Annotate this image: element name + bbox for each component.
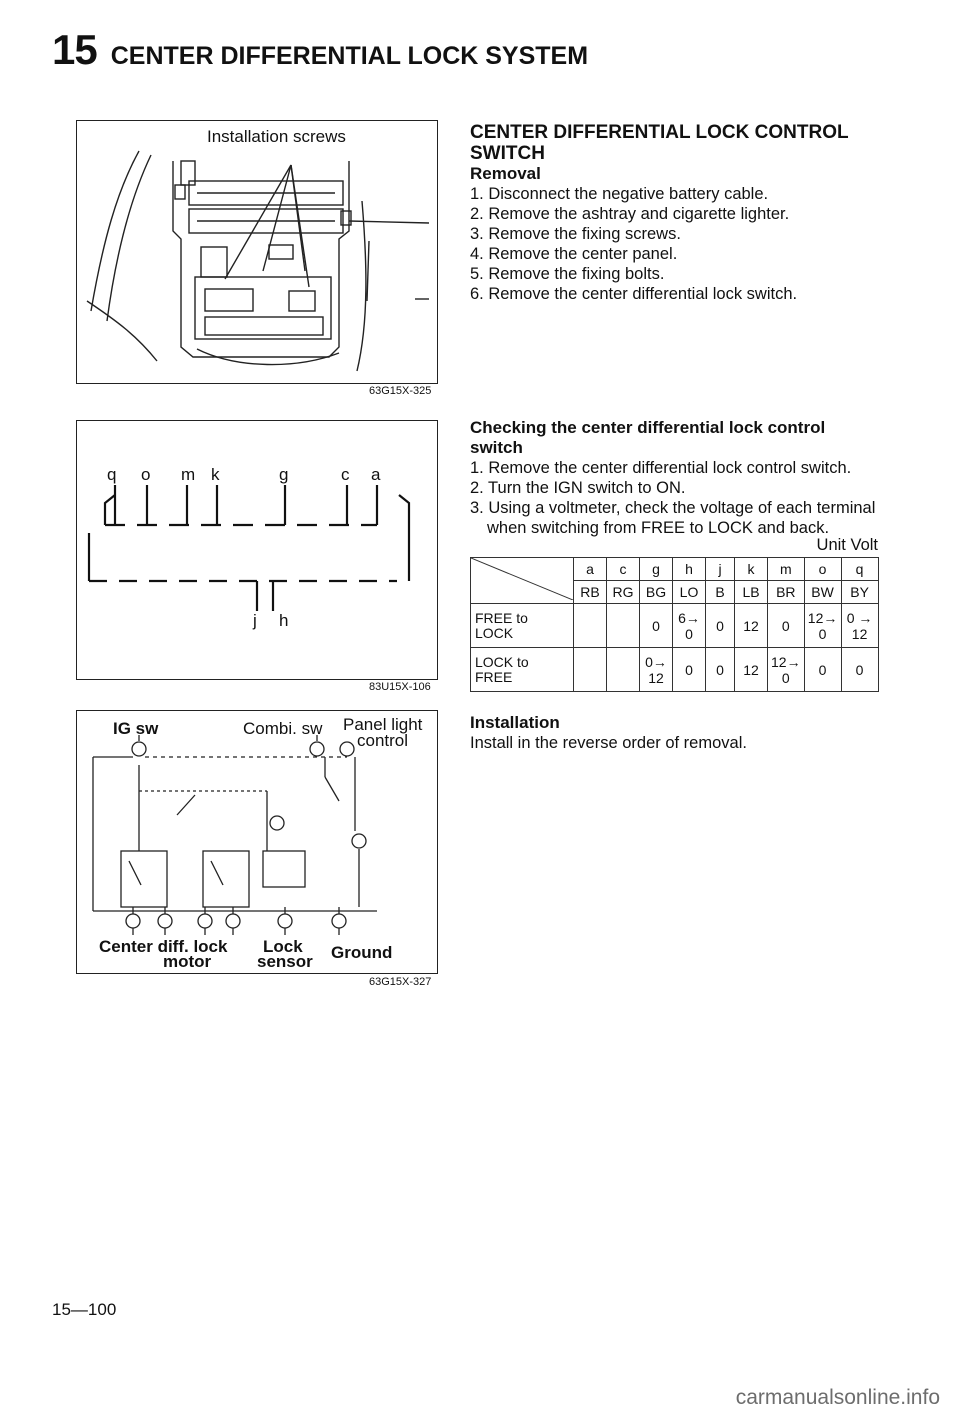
- figure-code-3: 63G15X-327: [369, 976, 432, 988]
- table-row-label: [471, 604, 574, 648]
- table-cell: 0: [640, 604, 673, 648]
- figure-code-1: 63G15X-325: [369, 385, 432, 397]
- table-row-label: [471, 648, 574, 692]
- chapter-number: 15: [52, 26, 97, 73]
- removal-step-4: 4. Remove the center panel.: [470, 245, 678, 263]
- page-number: 15—100: [52, 1300, 117, 1319]
- unit-label: Unit Volt: [816, 536, 878, 554]
- installation-heading: Installation: [470, 713, 560, 732]
- table-cell: 12→ 0: [804, 604, 841, 648]
- checking-step-1: 1. Remove the center differential lock control switch.: [470, 459, 852, 477]
- switch-heading: CENTER DIFFERENTIAL LOCK CONTROL SWITCH: [470, 122, 849, 164]
- table-cell: j: [706, 558, 735, 581]
- removal-steps: [470, 184, 882, 304]
- terminal-label-h: h: [279, 611, 289, 630]
- table-cell: 0 → 12: [841, 604, 878, 648]
- table-corner-cell: [471, 558, 574, 604]
- row-label-line-2: FREE: [475, 668, 513, 685]
- table-cell: LO: [673, 581, 706, 604]
- row-label-line-1: FREE to: [475, 609, 528, 626]
- table-cell: BR: [768, 581, 805, 604]
- watermark: carmanualsonline.info: [735, 1386, 940, 1409]
- panel-light-label: Panel light: [343, 715, 423, 734]
- table-cell: 12→ 0: [768, 648, 805, 692]
- terminal-label-g: g: [279, 465, 289, 484]
- lock-label: Lock: [263, 937, 303, 956]
- table-cell: B: [706, 581, 735, 604]
- table-row-lock-to-free: [471, 648, 879, 692]
- page-header: [52, 26, 588, 74]
- table-cell: LB: [735, 581, 768, 604]
- terminal-label-k: k: [211, 465, 220, 484]
- installation-screws-label: Installation screws: [207, 127, 346, 146]
- removal-step-2: 2. Remove the ashtray and cigarette lighter.: [470, 205, 790, 223]
- checking-section: [470, 418, 882, 692]
- table-cell: 0→ 12: [640, 648, 673, 692]
- figure-wiring-diagram: [76, 710, 438, 974]
- table-row-terminals: [471, 558, 879, 581]
- table-cell: 0: [768, 604, 805, 648]
- removal-step-3: 3. Remove the fixing screws.: [470, 225, 681, 243]
- center-diff-lock-label: Center diff. lock: [99, 937, 228, 956]
- table-cell: BG: [640, 581, 673, 604]
- row-label-line-1: LOCK to: [475, 653, 529, 670]
- table-cell: 0: [673, 648, 706, 692]
- table-cell: k: [735, 558, 768, 581]
- table-cell: h: [673, 558, 706, 581]
- table-cell: RB: [574, 581, 607, 604]
- table-cell: 0: [804, 648, 841, 692]
- table-cell: BW: [804, 581, 841, 604]
- table-cell: 0: [706, 604, 735, 648]
- figure-code-2: 83U15X-106: [369, 681, 431, 693]
- connector-drawing: [77, 421, 437, 679]
- removal-step-5: 5. Remove the fixing bolts.: [470, 265, 665, 283]
- row-label-line-2: LOCK: [475, 624, 514, 641]
- terminal-label-a: a: [371, 465, 381, 484]
- removal-section: [470, 122, 882, 304]
- table-cell: m: [768, 558, 805, 581]
- table-cell: a: [574, 558, 607, 581]
- voltage-table: [470, 557, 879, 692]
- table-cell: 12: [735, 648, 768, 692]
- table-cell: 12: [735, 604, 768, 648]
- checking-heading: Checking the center differential lock control switch: [470, 418, 826, 457]
- motor-label: motor: [163, 952, 212, 971]
- table-cell: [574, 604, 607, 648]
- panel-control-label: control: [357, 731, 409, 750]
- table-cell: q: [841, 558, 878, 581]
- table-cell: BY: [841, 581, 878, 604]
- table-cell: o: [804, 558, 841, 581]
- terminal-label-q: q: [107, 465, 117, 484]
- terminal-label-c: c: [341, 465, 350, 484]
- table-cell: 0: [841, 648, 878, 692]
- sensor-label: sensor: [257, 952, 313, 971]
- removal-step-6: 6. Remove the center differential lock switch.: [470, 285, 798, 303]
- table-cell: [607, 648, 640, 692]
- table-cell: 6→ 0: [673, 604, 706, 648]
- removal-step-1: 1. Disconnect the negative battery cable.: [470, 185, 769, 203]
- installation-section: [470, 713, 882, 753]
- figure-switch-connector: [76, 420, 438, 680]
- checking-step-2: 2. Turn the IGN switch to ON.: [470, 479, 686, 497]
- console-drawing: [77, 121, 437, 383]
- diagonal-line: [471, 558, 573, 600]
- chapter-title: CENTER DIFFERENTIAL LOCK SYSTEM: [110, 42, 589, 70]
- removal-subheading: Removal: [470, 164, 541, 183]
- terminal-label-m: m: [181, 465, 196, 484]
- figure-console-installation: [76, 120, 438, 384]
- combi-sw-label: Combi. sw: [243, 719, 323, 738]
- checking-steps: [470, 458, 882, 538]
- ig-sw-label: IG sw: [113, 719, 159, 738]
- table-cell: [607, 604, 640, 648]
- table-cell: g: [640, 558, 673, 581]
- terminal-label-o: o: [141, 465, 151, 484]
- table-cell: RG: [607, 581, 640, 604]
- checking-step-3: 3. Using a voltmeter, check the voltage of each terminal when switching from FREE to LOCK and back.: [470, 499, 876, 537]
- ground-label: Ground: [331, 943, 393, 962]
- table-cell: [574, 648, 607, 692]
- terminal-label-j: j: [253, 611, 257, 630]
- table-cell: 0: [706, 648, 735, 692]
- installation-text: Install in the reverse order of removal.: [470, 734, 747, 752]
- table-cell: c: [607, 558, 640, 581]
- table-row-free-to-lock: [471, 604, 879, 648]
